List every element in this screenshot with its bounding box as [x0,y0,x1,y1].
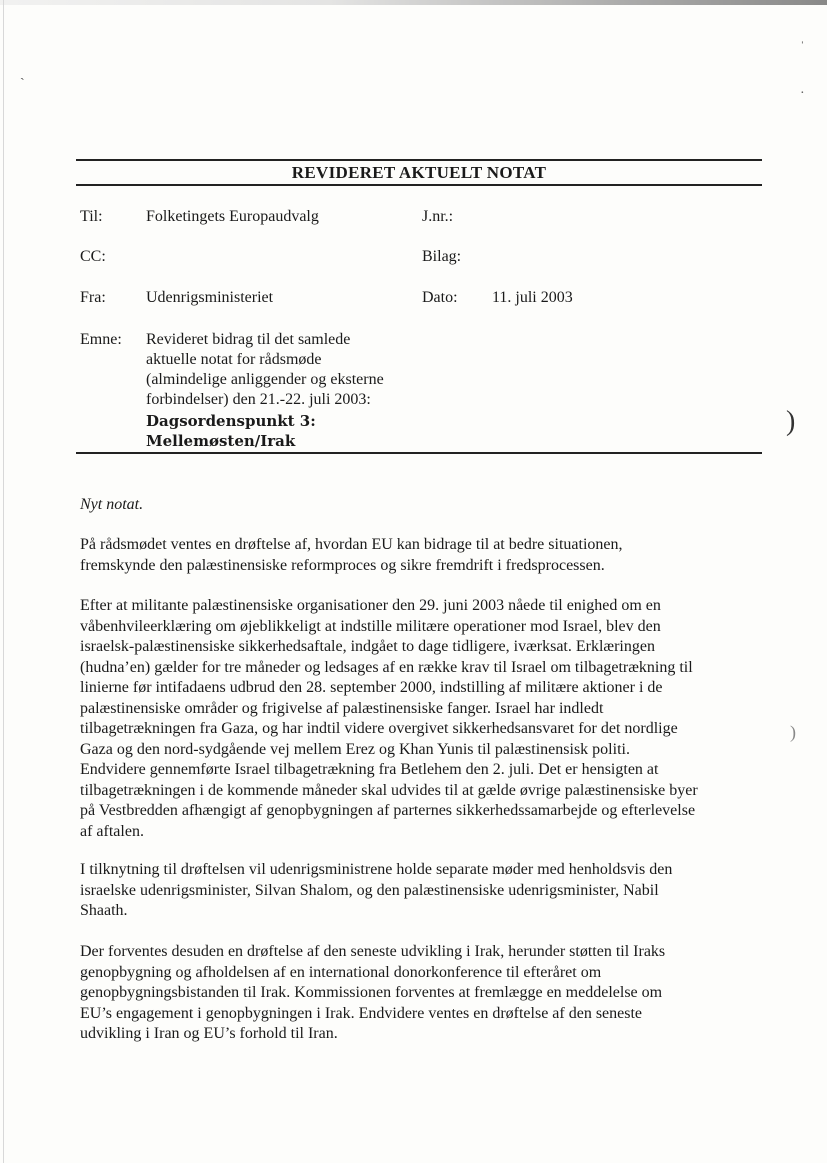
paragraph-line: på Vestbredden afhængigt af genopbygningen af parternes sikkerhedssamarbejde og efterlevelse [80,802,696,819]
emne-bold-line: Dagsordenspunkt 3: [146,412,316,430]
paragraph-line: genopbygningsbistanden til Irak. Kommissionen forventes at fremlægge en meddelelse om [80,984,663,1001]
punch-hole-mark: ) [786,406,796,437]
scan-speck: ˎ [20,66,25,81]
emne-bold-line: Mellemøsten/Irak [146,432,296,450]
paragraph-line: I tilknytning til drøftelsen vil udenrigsministrene holde separate møder med henholdsvis den [80,861,673,878]
paragraph-line: Efter at militante palæstinensiske organisationer den 29. juni 2003 nåede til enighed om en [80,597,661,614]
paragraph-line: palæstinensiske områder og frigivelse af palæstinensiske fanger. Israel har indledt [80,699,604,717]
bilag-label: Bilag: [422,248,462,265]
note-label: Nyt notat. [80,496,144,513]
paragraph-line: linierne før intifadaens udbrud den 28. september 2000, indstilling af militære aktioner i de [80,679,663,696]
paragraph [80,596,760,842]
paragraph [80,942,760,1045]
scan-edge-left [3,0,4,1163]
emne-line: aktuelle notat for rådsmøde [146,351,322,368]
paragraph-line: våbenhvileerklæring om øjeblikkeligt at indstille militære operationer mod Israel, blev den [80,617,661,635]
punch-hole-mark: ) [790,722,796,742]
paragraph-line: På rådsmødet ventes en drøftelse af, hvordan EU kan bidrage til at bedre situationen, [80,536,623,553]
scan-speck: ˈ [800,40,805,55]
scan-edge-top [0,0,827,5]
dato-label: Dato: [422,289,458,306]
paragraph-line: israelsk-palæstinensiske sikkerhedsaftale, indgået to dage tidligere, iværksat. Erklæringen [80,638,655,655]
emne-line: forbindelser) den 21.-22. juli 2003: [146,391,371,408]
paragraph-line: EU’s engagement i genopbygningen i Irak. Endvidere ventes en drøftelse af den seneste [80,1004,643,1022]
paragraph-line: Gaza og den nord-sydgående vej mellem Erez og Khan Yunis til palæstinensisk politi. [80,740,630,758]
paragraph [80,860,760,922]
paragraph-line: fremskynde den palæstinensiske reformproces og sikre fremdrift i fredsprocessen. [80,556,605,574]
header-rule-bottom [76,452,762,454]
jnr-label: J.nr.: [422,208,454,225]
paragraph-line: tilbagetrækningen i de kommende måneder skal udvides til at gælde øvrige palæstinensiske byer [80,781,698,799]
emne-label: Emne: [80,331,122,348]
paragraph-line: tilbagetrækningen fra Gaza, og har indtil videre overgivet sikkerhedsansvaret for det nordlige [80,720,678,737]
paragraph-line: Der forventes desuden en drøftelse af den seneste udvikling i Irak, herunder støtten til Iraks [80,943,666,960]
paragraph-line: israelske udenrigsminister, Silvan Shalom, og den palæstinensiske udenrigsminister, Nabil [80,881,659,899]
paragraph-line: af aftalen. [80,822,144,840]
emne-line: (almindelige anliggender og eksterne [146,371,384,388]
paragraph-line: genopbygning og afholdelsen af en international donorkonference til efteråret om [80,963,602,981]
paragraph-line: (hudna’en) gælder for tre måneder og ledsages af en række krav til Israel om tilbagetrækning til [80,658,693,676]
paragraph-line: Endvidere gennemførte Israel tilbagetrækning fra Betlehem den 2. juli. Det er hensigten at [80,761,659,778]
paragraph [80,535,760,576]
title-rule-top [76,159,762,161]
emne-line: Revideret bidrag til det samlede [146,331,351,348]
til-label: Til: [80,208,103,225]
scan-speck: · [800,86,805,101]
cc-label: CC: [80,248,106,265]
dato-value: 11. juli 2003 [492,289,573,306]
til-value: Folketingets Europaudvalg [146,208,319,225]
title-rule-bottom [76,184,762,186]
fra-label: Fra: [80,289,106,306]
document-title: REVIDERET AKTUELT NOTAT [291,163,547,182]
fra-value: Udenrigsministeriet [146,289,274,306]
paragraph-line: Shaath. [80,902,128,919]
paragraph-line: udvikling i Iran og EU’s forhold til Iran. [80,1025,338,1042]
